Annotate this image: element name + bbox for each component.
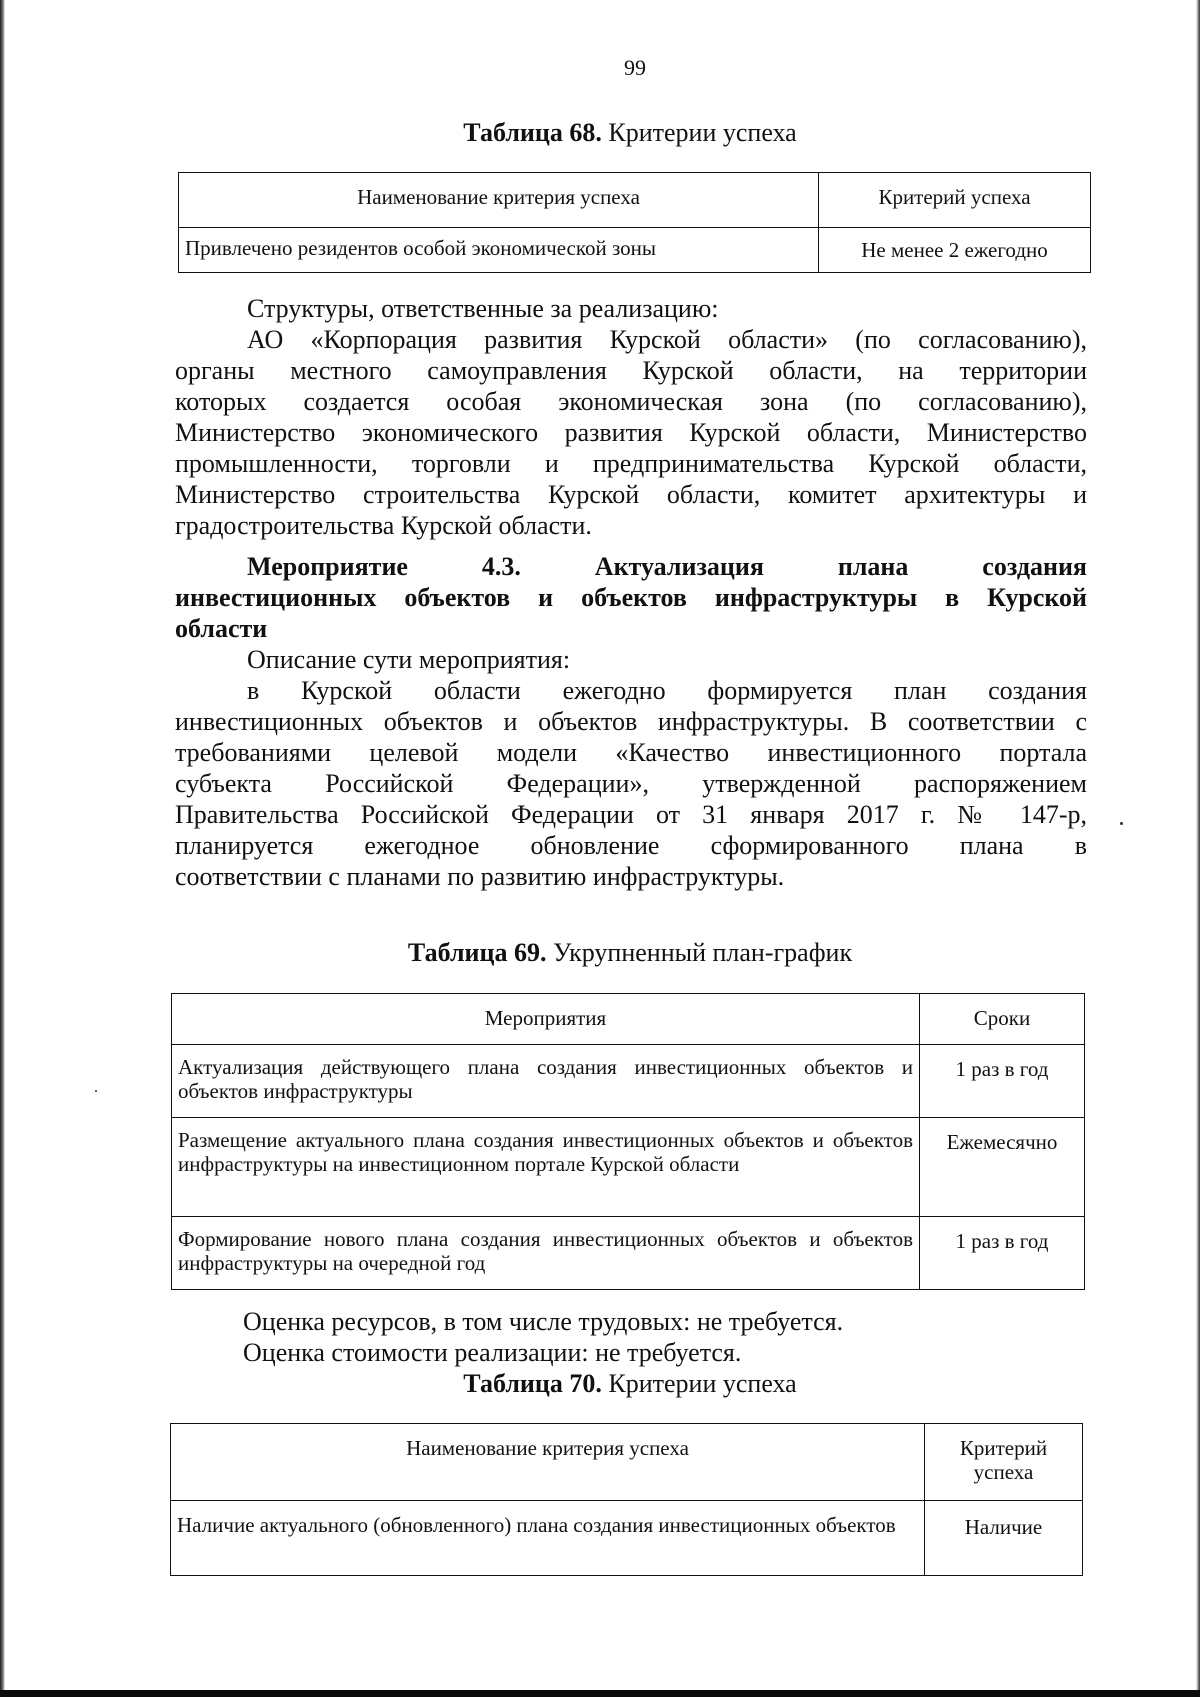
measure-title-line: Мероприятие 4.3. Актуализация плана создания xyxy=(247,552,1087,581)
description-line: соответствии с планами по развитию инфраструктуры. xyxy=(175,862,785,891)
resources-line: Оценка стоимости реализации: не требуется. xyxy=(243,1338,742,1367)
table68-caption xyxy=(0,118,1200,148)
description-line: требованиями целевой модели «Качество инвестиционного портала xyxy=(175,738,1087,767)
table69 xyxy=(171,993,1085,1290)
resources-section xyxy=(243,1306,1083,1368)
table68-caption-title: Критерии успеха xyxy=(601,118,797,147)
table-header-cell: Мероприятия xyxy=(172,994,920,1045)
table-cell: Актуализация действующего плана создания инвестиционных объектов и объектов инфраструктуры xyxy=(172,1045,920,1118)
table-cell: Наличие актуального (обновленного) плана создания инвестиционных объектов xyxy=(171,1501,925,1576)
resources-line: Оценка ресурсов, в том числе трудовых: не требуется. xyxy=(243,1307,844,1336)
description-line: в Курской области ежегодно формируется план создания xyxy=(247,676,1087,705)
table69-caption xyxy=(0,938,1200,968)
table70-caption xyxy=(0,1369,1200,1399)
table-cell: Формирование нового плана создания инвестиционных объектов и объектов инфраструктуры на очередной год xyxy=(172,1217,920,1290)
table-cell: Не менее 2 ежегодно xyxy=(819,228,1091,273)
table70-caption-title: Критерии успеха xyxy=(601,1369,797,1398)
scan-edge-bottom xyxy=(0,1690,1200,1697)
description-line: Правительства Российской Федерации от 31 января 2017 г. № 147-р, xyxy=(175,800,1087,829)
description-line: субъекта Российской Федерации», утвержденной распоряжением xyxy=(175,769,1087,798)
measure-title-line: области xyxy=(175,614,268,643)
structures-line: которых создается особая экономическая зона (по согласованию), xyxy=(175,387,1087,416)
table69-caption-label: Таблица 69. xyxy=(407,938,547,967)
table-cell: 1 раз в год xyxy=(920,1217,1085,1290)
table-header-cell: Сроки xyxy=(920,994,1085,1045)
table-cell: 1 раз в год xyxy=(920,1045,1085,1118)
structures-line: Министерство экономического развития Курской области, Министерство xyxy=(175,418,1087,447)
table-header-cell: Критерий успеха xyxy=(925,1424,1083,1501)
table70-caption-label: Таблица 70. xyxy=(463,1369,602,1398)
table-header-row xyxy=(171,1424,1083,1501)
table-cell: Наличие xyxy=(925,1501,1083,1576)
structures-line: Министерство строительства Курской области, комитет архитектуры и xyxy=(175,480,1087,509)
table-row xyxy=(172,1217,1085,1290)
table-header-row xyxy=(179,173,1091,228)
table69-caption-title: Укрупненный план-график xyxy=(546,938,853,967)
table-header-cell: Наименование критерия успеха xyxy=(179,173,819,228)
structures-line: градостроительства Курской области. xyxy=(175,511,592,540)
table-row xyxy=(172,1118,1085,1217)
table-cell: Привлечено резидентов особой экономической зоны xyxy=(179,228,819,273)
description-heading: Описание сути мероприятия: xyxy=(247,645,571,674)
structures-section xyxy=(175,293,1087,541)
structures-line: промышленности, торговли и предпринимательства Курской области, xyxy=(175,449,1087,478)
table-row xyxy=(171,1501,1083,1576)
scan-edge-left xyxy=(0,0,5,1697)
description-line: планируется ежегодное обновление сформированного плана в xyxy=(175,831,1087,860)
scan-speck xyxy=(95,1090,97,1092)
table-row xyxy=(172,1045,1085,1118)
table68 xyxy=(178,172,1091,273)
structures-heading: Структуры, ответственные за реализацию: xyxy=(247,294,719,323)
table-cell: Размещение актуального плана создания инвестиционных объектов и объектов инфраструктуры на инвестиционном портале Курской области xyxy=(172,1118,920,1217)
scan-speck xyxy=(1120,822,1123,825)
table-header-cell: Критерий успеха xyxy=(819,173,1091,228)
structures-line: органы местного самоуправления Курской области, на территории xyxy=(175,356,1087,385)
table-header-cell: Наименование критерия успеха xyxy=(171,1424,925,1501)
structures-line: АО «Корпорация развития Курской области» (по согласованию), xyxy=(247,325,1087,354)
table68-caption-label: Таблица 68. xyxy=(463,118,602,147)
measure-title-line: инвестиционных объектов и объектов инфраструктуры в Курской xyxy=(175,583,1087,612)
table-header-row xyxy=(172,994,1085,1045)
description-line: инвестиционных объектов и объектов инфраструктуры. В соответствии с xyxy=(175,707,1087,736)
table70 xyxy=(170,1423,1083,1576)
table-row xyxy=(179,228,1091,273)
scan-edge-right xyxy=(1196,0,1200,1697)
measure-section xyxy=(175,551,1087,892)
table-cell: Ежемесячно xyxy=(920,1118,1085,1217)
page-number: 99 xyxy=(624,55,646,80)
